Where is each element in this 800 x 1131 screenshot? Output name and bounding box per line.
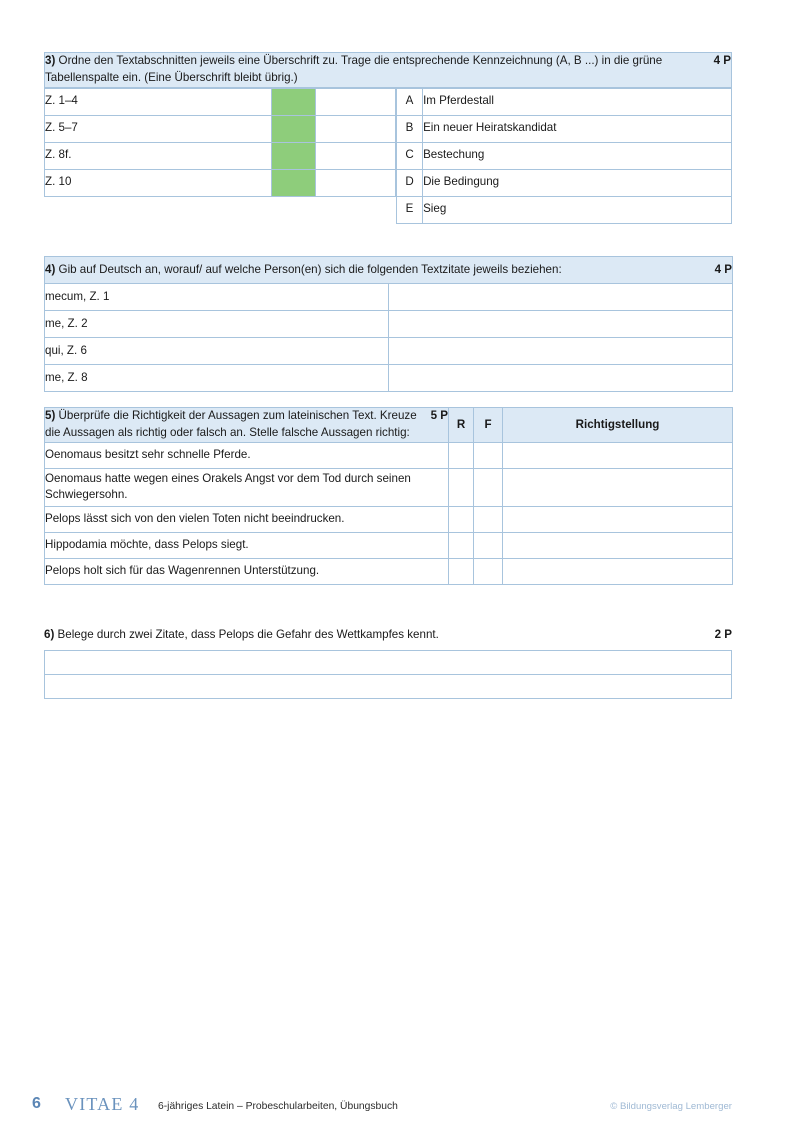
exercise-3-prompt-text: Ordne den Textabschnitten jeweils eine Überschrift zu. Trage die entsprechende Kennzeichnung (A, B ...) in die grüne Tabellenspalte ein. (Eine Überschrift bleibt übrig.) — [45, 54, 663, 84]
exercise-5-rows — [45, 408, 733, 585]
exercise-4-number: 4) — [45, 262, 56, 276]
heading-key: E — [397, 196, 423, 223]
table-row — [397, 169, 732, 196]
answer-cell[interactable] — [389, 338, 733, 365]
statement-text: Hippodamia möchte, dass Pelops siegt. — [45, 532, 449, 558]
table-row — [45, 257, 733, 284]
exercise-6-rows — [45, 651, 732, 699]
quote-label: me, Z. 8 — [45, 365, 389, 392]
exercise-6-prompt-cell — [44, 627, 732, 643]
heading-text: Die Bedingung — [423, 169, 732, 196]
table-row — [45, 468, 733, 506]
table-row — [45, 651, 732, 675]
exercise-5-points: 5 P — [430, 409, 448, 422]
checkbox-falsch[interactable] — [474, 558, 503, 584]
table-row — [45, 558, 733, 584]
answer-line[interactable] — [45, 651, 732, 675]
table-row — [397, 196, 732, 223]
footer-subtitle: 6-jähriges Latein – Probeschularbeiten, Übungsbuch — [158, 1101, 398, 1112]
exercise-3-points: 4 P — [713, 54, 731, 67]
heading-text: Sieg — [423, 196, 732, 223]
exercise-5-table — [44, 407, 733, 585]
correction-cell[interactable] — [503, 506, 733, 532]
quote-label: me, Z. 2 — [45, 311, 389, 338]
exercise-5-number: 5) — [45, 409, 56, 422]
answer-cell[interactable] — [389, 365, 733, 392]
table-row — [45, 88, 396, 115]
column-header-falsch: F — [474, 408, 503, 443]
checkbox-falsch[interactable] — [474, 442, 503, 468]
checkbox-falsch[interactable] — [474, 532, 503, 558]
checkbox-falsch[interactable] — [474, 468, 503, 506]
exercise-5-prompt-text: Überprüfe die Richtigkeit der Aussagen zum lateinischen Text. Kreuze die Aussagen als richtig oder falsch an. Stelle falsche Aussagen richtig: — [45, 409, 417, 439]
spacer-cell — [315, 169, 395, 196]
correction-cell[interactable] — [503, 442, 733, 468]
spacer-cell — [315, 88, 395, 115]
statement-text: Pelops lässt sich von den vielen Toten nicht beeindrucken. — [45, 506, 449, 532]
table-row — [45, 142, 396, 169]
heading-key: B — [397, 115, 423, 142]
checkbox-richtig[interactable] — [449, 558, 474, 584]
heading-text: Ein neuer Heiratskandidat — [423, 115, 732, 142]
exercise-3-prompt-cell — [45, 53, 732, 88]
heading-key: C — [397, 142, 423, 169]
answer-line[interactable] — [45, 675, 732, 699]
checkbox-falsch[interactable] — [474, 506, 503, 532]
checkbox-richtig[interactable] — [449, 532, 474, 558]
checkbox-richtig[interactable] — [449, 442, 474, 468]
checkbox-richtig[interactable] — [449, 506, 474, 532]
exercise-3-number: 3) — [45, 54, 56, 67]
answer-cell[interactable] — [389, 311, 733, 338]
footer-series-title: VITAE 4 — [65, 1094, 140, 1114]
answer-cell-green[interactable] — [271, 169, 315, 196]
line-range-label: Z. 5–7 — [45, 115, 272, 142]
answer-cell[interactable] — [389, 284, 733, 311]
statement-text: Oenomaus hatte wegen eines Orakels Angst vor dem Tod durch seinen Schwiegersohn. — [45, 468, 449, 506]
spacer-cell — [315, 115, 395, 142]
quote-label: mecum, Z. 1 — [45, 284, 389, 311]
exercise-4-points: 4 P — [714, 262, 733, 276]
table-row — [45, 365, 733, 392]
exercise-4-rows — [45, 257, 733, 392]
line-range-label: Z. 1–4 — [45, 88, 272, 115]
footer-copyright: © Bildungsverlag Lemberger — [610, 1101, 732, 1112]
line-range-label: Z. 10 — [45, 169, 272, 196]
heading-text: Bestechung — [423, 142, 732, 169]
exercise-4-table — [44, 256, 733, 392]
exercise-3-header-table — [44, 52, 732, 88]
exercise-6-answer-table — [44, 650, 732, 699]
exercise-3-assignment-rows — [45, 88, 396, 196]
checkbox-richtig[interactable] — [449, 468, 474, 506]
answer-cell-green[interactable] — [271, 115, 315, 142]
exercise-4-prompt-text: Gib auf Deutsch an, worauf/ auf welche Person(en) sich die folgenden Textzitate jeweils beziehen: — [58, 262, 562, 276]
table-row — [45, 442, 733, 468]
statement-text: Pelops holt sich für das Wagenrennen Unterstützung. — [45, 558, 449, 584]
correction-cell[interactable] — [503, 468, 733, 506]
correction-cell[interactable] — [503, 532, 733, 558]
table-row — [45, 675, 732, 699]
exercise-4 — [44, 256, 732, 392]
quote-label: qui, Z. 6 — [45, 338, 389, 365]
column-header-richtig: R — [449, 408, 474, 443]
spacer-cell — [315, 142, 395, 169]
exercise-3-headings-table — [396, 88, 732, 224]
heading-key: A — [397, 88, 423, 115]
exercise-3-assignment-table — [44, 88, 396, 197]
answer-cell-green[interactable] — [271, 88, 315, 115]
exercise-6 — [44, 627, 732, 699]
table-row — [45, 115, 396, 142]
table-row — [45, 506, 733, 532]
heading-text: Im Pferdestall — [423, 88, 732, 115]
exercise-3 — [44, 52, 732, 216]
footer-page-number: 6 — [32, 1095, 41, 1112]
exercise-6-number: 6) — [44, 628, 55, 641]
statement-text: Oenomaus besitzt sehr schnelle Pferde. — [45, 442, 449, 468]
table-row — [45, 338, 733, 365]
table-row — [45, 311, 733, 338]
line-range-label: Z. 8f. — [45, 142, 272, 169]
table-row-header — [45, 408, 733, 443]
table-row — [45, 532, 733, 558]
heading-key: D — [397, 169, 423, 196]
table-row — [397, 115, 732, 142]
table-row — [45, 53, 732, 88]
page-footer — [0, 1093, 800, 1123]
table-row — [397, 88, 732, 115]
exercise-6-prompt-text: Belege durch zwei Zitate, dass Pelops die Gefahr des Wettkampfes kennt. — [57, 628, 439, 641]
correction-cell[interactable] — [503, 558, 733, 584]
table-row — [45, 284, 733, 311]
exercise-5-prompt-cell — [45, 408, 449, 443]
exercise-6-points: 2 P — [714, 628, 732, 641]
exercise-4-prompt-cell — [45, 257, 733, 284]
column-header-richtigstellung: Richtigstellung — [503, 408, 733, 443]
table-row — [397, 142, 732, 169]
answer-cell-green[interactable] — [271, 142, 315, 169]
exercise-3-headings-rows — [397, 88, 732, 223]
exercise-5 — [44, 407, 732, 585]
table-row — [45, 169, 396, 196]
